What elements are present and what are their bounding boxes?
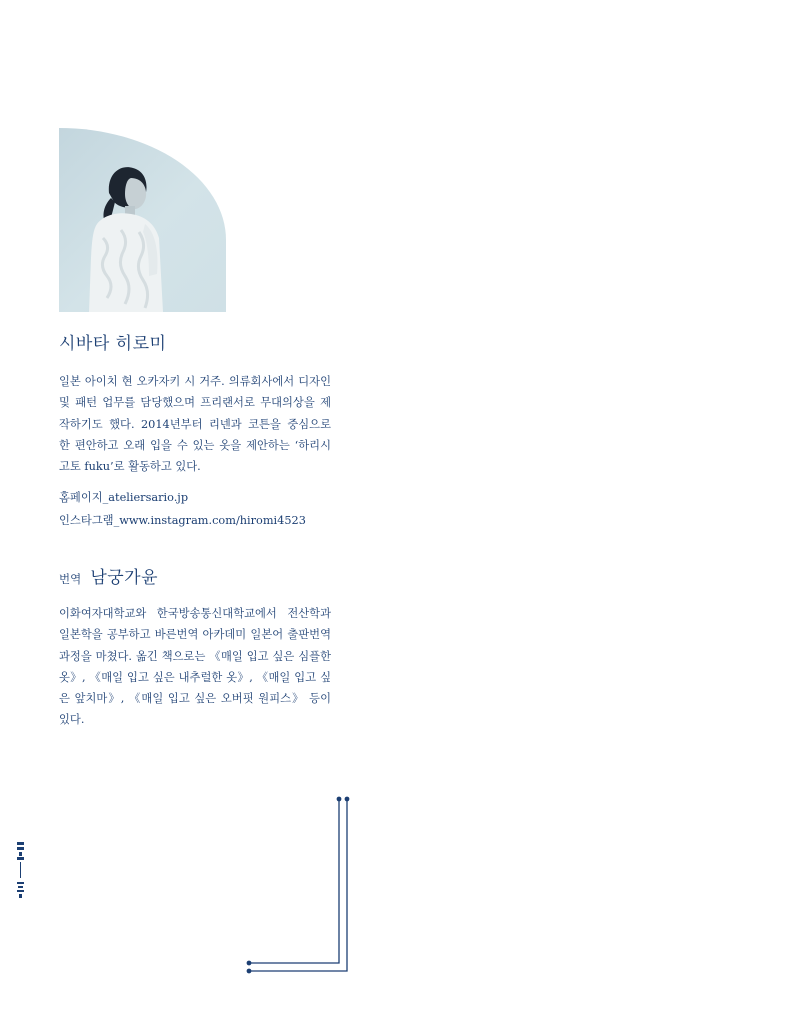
translator-bio: 이화여자대학교와 한국방송통신대학교에서 전산학과 일본학을 공부하고 바른번역 아카데미 일본어 출판번역 과정을 마쳤다. 옮긴 책으로는 《매일 입고 싶은 심플한 옷》, 《매일 입고 싶은 내추럴한 옷》, 《매일 입고 싶은 앞치마》, 《매일 입고 싶은 오버핏 원피스》 등이 있다. bbox=[59, 607, 331, 727]
corner-line-decoration bbox=[240, 790, 355, 980]
author-name: 시바타 히로미 bbox=[59, 334, 167, 354]
publisher-logo-icon bbox=[12, 838, 30, 902]
instagram-link[interactable]: 인스타그램_www.instagram.com/hiromi4523 bbox=[59, 514, 306, 527]
portrait-figure-icon bbox=[59, 128, 226, 312]
author-portrait-photo bbox=[59, 128, 226, 312]
author-bio: 일본 아이치 현 오카자키 시 거주. 의류회사에서 디자인 및 패턴 업무를 담당했으며 프리랜서로 무대의상을 제작하기도 했다. 2014년부터 리넨과 코튼을 중심으로 한 편안하고 오래 입을 수 있는 옷을 제안하는 ‘하리시고토 fuku’로 활동하고 있다. bbox=[59, 375, 331, 474]
translator-role-label: 번역 bbox=[59, 572, 82, 586]
homepage-link[interactable]: 홈페이지_ateliersario.jp bbox=[59, 491, 189, 504]
translator-name: 남궁가윤 bbox=[90, 568, 159, 588]
translator-heading bbox=[59, 563, 158, 588]
